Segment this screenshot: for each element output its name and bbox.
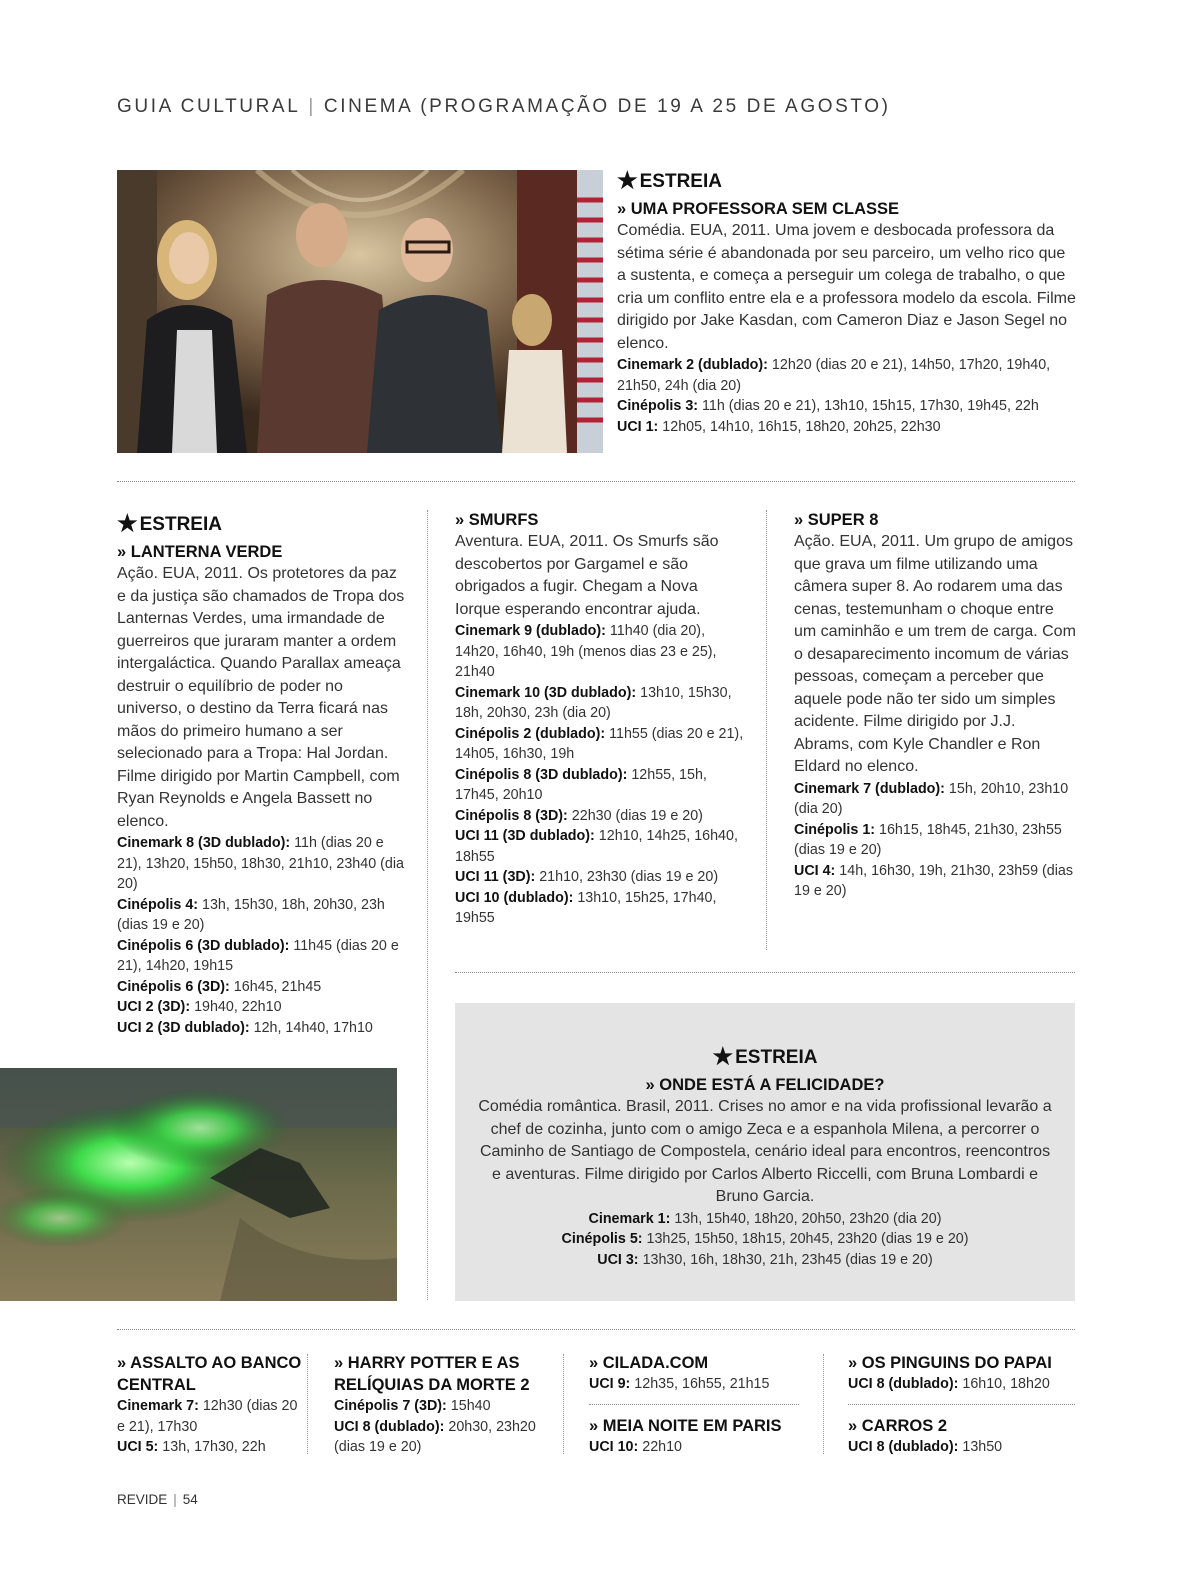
magazine-name: REVIDE [117, 1492, 168, 1507]
cinema-name: UCI 5: [117, 1439, 159, 1455]
showtime-line [117, 977, 409, 998]
show-times: 11h45 (dias 20 e 21), 14h20, 19h15 [117, 937, 399, 974]
cinema-name: UCI 1: [617, 418, 659, 435]
show-times: 11h55 (dias 20 e 21), 14h05, 16h30, 19h [455, 725, 744, 762]
showtimes [848, 1437, 1088, 1458]
showtimes [475, 1209, 1055, 1271]
movie-title: » SUPER 8 [794, 511, 879, 529]
star-icon: ★ [117, 510, 138, 536]
page-header [117, 96, 891, 118]
showtimes [455, 621, 745, 929]
badge-label: ESTREIA [735, 1047, 818, 1068]
showtimes [117, 1396, 307, 1458]
cinema-name: UCI 11 (3D): [455, 869, 536, 885]
cinema-name: UCI 2 (3D): [117, 999, 191, 1015]
star-icon: ★ [617, 167, 638, 193]
showtime-line [617, 396, 1077, 417]
movie-super-8 [794, 509, 1076, 902]
show-times: 15h40 [450, 1398, 491, 1414]
show-times: 13h25, 15h50, 18h15, 20h45, 23h20 (dias 19 e 20) [646, 1231, 969, 1247]
footer-separator: | [173, 1492, 177, 1507]
showtime-line [334, 1417, 552, 1458]
show-times: 12h, 14h40, 17h10 [253, 1019, 373, 1036]
cinema-name: Cinemark 8 (3D dublado): [117, 835, 291, 851]
showtime-line [117, 997, 409, 1018]
movie-synopsis: Comédia romântica. Brasil, 2011. Crises no amor e na vida profissional levarão a chef de cozinha, junto com o amigo Zeca e a espanhola Milena, a percorrer o Caminho de Santiago de Compostela, cenário ideal para encontros, reencontros e aventuras. Filme dirigido por Carlos Alberto Riccelli, com Bruna Lombardi e Bruno Garcia. [478, 1098, 1052, 1205]
show-times: 13h50 [962, 1439, 1003, 1455]
dotted-column-divider [563, 1354, 564, 1454]
cinema-name: Cinépolis 8 (3D): [455, 807, 568, 824]
estreia-badge [617, 167, 1077, 194]
dotted-divider [117, 481, 1075, 482]
page-footer [117, 1492, 198, 1507]
movie-meia-noite-em-paris [589, 1415, 809, 1458]
cinema-name: UCI 3: [597, 1251, 639, 1268]
cinema-name: Cinemark 10 (3D dublado): [455, 684, 637, 701]
dotted-divider [589, 1404, 799, 1405]
showtime-line [455, 724, 745, 765]
show-times: 12h10, 14h25, 16h40, 18h55 [455, 828, 738, 865]
show-times: 13h, 15h40, 18h20, 20h50, 23h20 (dia 20) [674, 1210, 942, 1227]
show-times: 13h10, 15h30, 18h, 20h30, 23h (dia 20) [455, 684, 732, 721]
cinema-name: Cinépolis 5: [561, 1231, 643, 1247]
show-times: 11h (dias 20 e 21), 13h10, 15h15, 17h30, 19h45, 22h [702, 398, 1039, 414]
highlight-box-onde-esta-a-felicidade [455, 1003, 1075, 1301]
cinema-name: UCI 8 (dublado): [334, 1418, 445, 1435]
movie-title: » ASSALTO AO BANCO CENTRAL [117, 1354, 302, 1394]
header-separator: | [308, 96, 316, 117]
movie-synopsis: Aventura. EUA, 2011. Os Smurfs são descobertos por Gargamel e são obrigados a fugir. Chegam a Nova Iorque esperando encontrar ajuda. [455, 533, 719, 618]
movie-synopsis: Ação. EUA, 2011. Um grupo de amigos que grava um filme utilizando uma câmera super 8. Ao rodarem uma das cenas, testemunham o choque entre um caminhão e um trem de carga. Com o desaparecimento incomum de várias pessoas, começam a perceber que aquele pode não ter sido um simples acidente. Filme dirigido por J.J. Abrams, com Kyle Chandler e Ron Eldard no elenco. [794, 533, 1076, 775]
cinema-name: UCI 8 (dublado): [848, 1439, 959, 1455]
show-times: 16h10, 18h20 [962, 1376, 1050, 1392]
show-times: 11h (dias 20 e 21), 13h20, 15h50, 18h30, 21h10, 23h40 (dia 20) [117, 835, 404, 892]
show-times: 14h, 16h30, 19h, 21h30, 23h59 (dias 19 e 20) [794, 862, 1074, 899]
cinema-name: Cinépolis 2 (dublado): [455, 725, 606, 742]
showtime-line [617, 417, 1077, 438]
cinema-name: Cinemark 9 (dublado): [455, 623, 606, 639]
movie-carros-2 [848, 1415, 1088, 1458]
showtime-line [589, 1374, 809, 1395]
showtime-line [117, 936, 409, 977]
show-times: 19h40, 22h10 [194, 999, 282, 1015]
movie-uma-professora-sem-classe [617, 167, 1077, 437]
movie-synopsis: Comédia. EUA, 2011. Uma jovem e desbocada professora da sétima série é abandonada por seu parceiro, um velho rico que a sustenta, e começa a perseguir um colega de trabalho, o que cria um conflito entre ela e a professora modelo da escola. Filme dirigido por Jake Kasdan, com Cameron Diaz e Jason Segel no elenco. [617, 222, 1076, 352]
showtimes [589, 1374, 809, 1395]
show-times: 21h10, 23h30 (dias 19 e 20) [539, 869, 719, 885]
cinema-name: Cinépolis 6 (3D dublado): [117, 937, 290, 954]
movie-lanterna-verde [117, 510, 409, 1038]
cinema-name: UCI 9: [589, 1376, 631, 1392]
section-name: GUIA CULTURAL [117, 96, 301, 117]
dotted-column-divider [766, 510, 767, 950]
movie-title: » UMA PROFESSORA SEM CLASSE [617, 200, 900, 218]
badge-label: ESTREIA [639, 171, 722, 192]
dotted-divider [848, 1404, 1075, 1405]
photo-lanterna-verde [0, 1068, 397, 1301]
cinema-name: Cinépolis 7 (3D): [334, 1398, 447, 1414]
showtimes [794, 779, 1076, 902]
movie-smurfs [455, 509, 745, 929]
section-subtitle: CINEMA (PROGRAMAÇÃO DE 19 A 25 DE AGOSTO) [323, 96, 891, 117]
dotted-divider [455, 972, 1075, 973]
dotted-column-divider [823, 1354, 824, 1454]
movie-still-image [117, 170, 603, 453]
showtimes [617, 355, 1077, 437]
cinema-name: Cinépolis 4: [117, 896, 199, 913]
cinema-name: UCI 10 (dublado): [455, 889, 574, 906]
showtime-line [475, 1250, 1055, 1271]
movie-title: » OS PINGUINS DO PAPAI [848, 1354, 1052, 1372]
movie-onde-esta-a-felicidade [475, 1043, 1055, 1270]
dotted-column-divider [307, 1354, 308, 1454]
showtime-line [117, 895, 409, 936]
movie-still-image [0, 1068, 397, 1301]
show-times: 12h20 (dias 20 e 21), 14h50, 17h20, 19h40, 21h50, 24h (dia 20) [617, 357, 1051, 394]
showtime-line [455, 683, 745, 724]
showtimes [334, 1396, 552, 1458]
showtime-line [117, 1018, 409, 1039]
dotted-column-divider [427, 510, 428, 1300]
show-times: 12h30 (dias 20 e 21), 17h30 [117, 1398, 298, 1435]
showtime-line [794, 861, 1076, 902]
show-times: 13h, 15h30, 18h, 20h30, 23h (dias 19 e 20) [117, 896, 385, 933]
show-times: 22h30 (dias 19 e 20) [571, 807, 703, 824]
showtime-line [455, 867, 745, 888]
cinema-name: Cinépolis 1: [794, 821, 876, 838]
cinema-name: Cinépolis 8 (3D dublado): [455, 766, 628, 783]
showtime-line [455, 765, 745, 806]
showtime-line [848, 1374, 1088, 1395]
showtime-line [475, 1209, 1055, 1230]
star-icon: ★ [712, 1043, 734, 1069]
movie-title: » LANTERNA VERDE [117, 543, 283, 561]
show-times: 15h, 20h10, 23h10 (dia 20) [794, 780, 1069, 817]
showtimes [117, 833, 409, 1038]
showtime-line [617, 355, 1077, 396]
estreia-badge [117, 510, 409, 537]
show-times: 12h35, 16h55, 21h15 [634, 1376, 770, 1392]
showtime-line [117, 1437, 307, 1458]
cinema-name: Cinemark 1: [588, 1210, 671, 1227]
showtime-line [334, 1396, 552, 1417]
cinema-name: Cinépolis 3: [617, 398, 699, 414]
movie-os-pinguins-do-papai [848, 1352, 1088, 1395]
showtime-line [455, 826, 745, 867]
cinema-name: Cinemark 2 (dublado): [617, 357, 768, 373]
showtime-line [589, 1437, 809, 1458]
cinema-name: Cinemark 7 (dublado): [794, 780, 945, 797]
movie-title: » HARRY POTTER E AS RELÍQUIAS DA MORTE 2 [334, 1354, 530, 1394]
showtime-line [455, 806, 745, 827]
movie-title: » ONDE ESTÁ A FELICIDADE? [645, 1076, 885, 1094]
show-times: 20h30, 23h20 (dias 19 e 20) [334, 1418, 536, 1455]
showtime-line [117, 833, 409, 895]
movie-title: » CILADA.COM [589, 1354, 709, 1372]
cinema-name: Cinemark 7: [117, 1398, 199, 1414]
cinema-name: UCI 4: [794, 862, 836, 879]
cinema-name: Cinépolis 6 (3D): [117, 978, 230, 995]
movie-harry-potter [334, 1352, 552, 1458]
movie-synopsis: Ação. EUA, 2011. Os protetores da paz e da justiça são chamados de Tropa dos Lanternas Verdes, uma irmandade de guerreiros que juraram manter a ordem intergaláctica. Quando Parallax ameaça destruir o equilíbrio de poder no universo, o destino da Terra ficará nas mãos do primeiro humano a ser selecionado para a Tropa: Hal Jordan. Filme dirigido por Martin Campbell, com Ryan Reynolds e Angela Bassett no elenco. [117, 565, 405, 830]
movie-title: » SMURFS [455, 511, 539, 529]
showtime-line [455, 888, 745, 929]
show-times: 13h10, 15h25, 17h40, 19h55 [455, 889, 717, 926]
showtimes [848, 1374, 1088, 1395]
cinema-name: UCI 8 (dublado): [848, 1376, 959, 1392]
page-number: 54 [182, 1492, 198, 1507]
estreia-badge [475, 1043, 1055, 1070]
showtime-line [794, 779, 1076, 820]
showtime-line [455, 621, 745, 683]
movie-assalto-ao-banco-central [117, 1352, 307, 1458]
badge-label: ESTREIA [139, 514, 222, 535]
cinema-name: UCI 2 (3D dublado): [117, 1019, 250, 1036]
movie-cilada-com [589, 1352, 809, 1395]
show-times: 12h55, 15h, 17h45, 20h10 [455, 766, 707, 803]
movie-title: » CARROS 2 [848, 1417, 948, 1435]
photo-uma-professora-sem-classe [117, 170, 603, 453]
show-times: 12h05, 14h10, 16h15, 18h20, 20h25, 22h30 [662, 418, 941, 435]
showtime-line [848, 1437, 1088, 1458]
showtimes [589, 1437, 809, 1458]
dotted-divider [117, 1329, 1075, 1330]
show-times: 11h40 (dia 20), 14h20, 16h40, 19h (menos dias 23 e 25), 21h40 [455, 623, 717, 680]
showtime-line [475, 1229, 1055, 1250]
cinema-name: UCI 11 (3D dublado): [455, 828, 595, 844]
showtime-line [794, 820, 1076, 861]
show-times: 13h, 17h30, 22h [162, 1439, 266, 1455]
movie-title: » MEIA NOITE EM PARIS [589, 1417, 782, 1435]
show-times: 16h15, 18h45, 21h30, 23h55 (dias 19 e 20) [794, 821, 1062, 858]
cinema-name: UCI 10: [589, 1439, 639, 1455]
show-times: 13h30, 16h, 18h30, 21h, 23h45 (dias 19 e 20) [642, 1251, 933, 1268]
show-times: 22h10 [642, 1439, 683, 1455]
show-times: 16h45, 21h45 [233, 978, 322, 995]
showtime-line [117, 1396, 307, 1437]
